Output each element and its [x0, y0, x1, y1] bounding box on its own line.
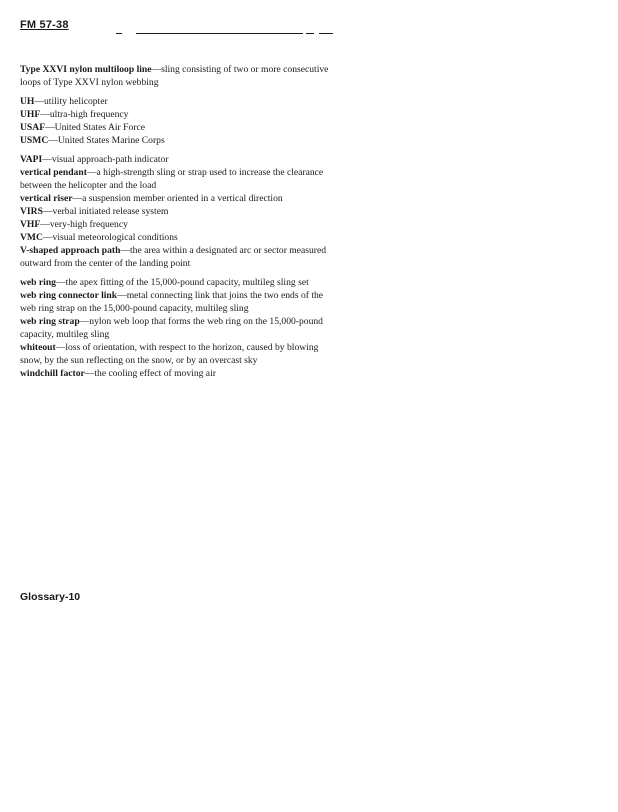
glossary-definition: —metal connecting link that joins the two ends of the web ring strap on the 15,000-pound capacity, multileg sling	[20, 290, 324, 314]
glossary-definition: —loss of orientation, with respect to the horizon, caused by blowing snow, by the sun reflecting on the snow, or by an overcast sky	[20, 342, 319, 366]
header-rule	[319, 33, 333, 34]
glossary-entry	[20, 63, 335, 89]
header-rule	[306, 33, 314, 34]
glossary-definition: —a suspension member oriented in a vertical direction	[72, 193, 283, 204]
glossary-entry	[20, 153, 335, 166]
glossary-entry	[20, 95, 335, 108]
glossary-definition: —visual approach-path indicator	[42, 154, 169, 165]
glossary-entry	[20, 289, 335, 315]
glossary-term: vertical pendant	[20, 167, 87, 178]
glossary-term: web ring strap	[20, 316, 80, 327]
glossary-term: UH	[20, 96, 35, 107]
glossary-entry	[20, 367, 335, 380]
glossary-entry	[20, 205, 335, 218]
page-number: Glossary-10	[20, 591, 81, 603]
glossary-term: web ring	[20, 277, 56, 288]
header-rule	[136, 33, 303, 34]
glossary-definition: —the cooling effect of moving air	[84, 368, 216, 379]
glossary-term: UHF	[20, 109, 41, 120]
glossary-definition: —United States Marine Corps	[48, 135, 165, 146]
glossary-term: windchill factor	[20, 368, 85, 379]
glossary-entry	[20, 276, 335, 289]
glossary-definition: —utility helicopter	[34, 96, 108, 107]
glossary-term: VHF	[20, 219, 41, 230]
glossary-term: VAPI	[20, 154, 43, 165]
glossary-entry	[20, 192, 335, 205]
header-rule	[116, 33, 122, 34]
glossary-entry	[20, 134, 335, 147]
glossary-entry	[20, 108, 335, 121]
glossary-entry	[20, 218, 335, 231]
glossary-term: USAF	[20, 122, 46, 133]
glossary-definition: —the apex fitting of the 15,000-pound capacity, multileg sling set	[55, 277, 309, 288]
glossary-definition: —very-high frequency	[40, 219, 128, 230]
glossary-term: whiteout	[20, 342, 56, 353]
glossary-term: vertical riser	[20, 193, 73, 204]
glossary-term: Type XXVI nylon multiloop line	[20, 64, 152, 75]
glossary-entry	[20, 244, 335, 270]
page-header	[20, 19, 320, 37]
glossary-list	[20, 63, 335, 380]
glossary-definition: —visual meteorological conditions	[42, 232, 178, 243]
manual-number: FM 57-38	[20, 19, 69, 31]
glossary-definition: —ultra-high frequency	[40, 109, 129, 120]
glossary-entry	[20, 315, 335, 341]
glossary-term: VMC	[20, 232, 43, 243]
glossary-entry	[20, 166, 335, 192]
glossary-entry	[20, 121, 335, 134]
glossary-definition: —nylon web loop that forms the web ring on the 15,000-pound capacity, multileg sling	[20, 316, 323, 340]
glossary-entry	[20, 341, 335, 367]
glossary-term: USMC	[20, 135, 49, 146]
glossary-definition: —sling consisting of two or more consecutive loops of Type XXVI nylon webbing	[20, 64, 329, 88]
glossary-definition: —a high-strength sling or strap used to increase the clearance between the helicopter and the load	[20, 167, 324, 191]
glossary-entry	[20, 231, 335, 244]
glossary-term: web ring connector link	[20, 290, 118, 301]
glossary-term: VIRS	[20, 206, 43, 217]
glossary-definition: —United States Air Force	[45, 122, 145, 133]
glossary-definition: —the area within a designated arc or sector measured outward from the center of the landing point	[20, 245, 327, 269]
glossary-term: V-shaped approach path	[20, 245, 121, 256]
glossary-definition: —verbal initiated release system	[42, 206, 169, 217]
